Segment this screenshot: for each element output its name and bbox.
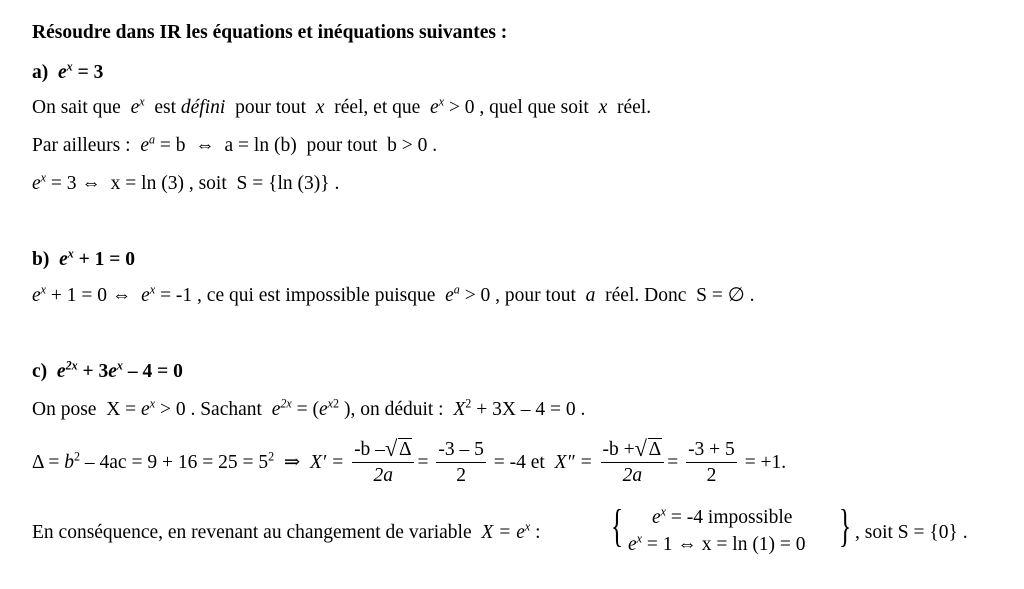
part-b-line1: $e^x + 1 = 0$ ⇔ $e^x = -1$ , ce qui est impossible puisque $e^a > 0$ , pour tout a réel. Donc S = ∅ . <box>32 282 755 306</box>
part-a-line1: On sait que $e^x$ est défini pour tout x réel, et que $e^x > 0$ , quel que soit x réel. <box>32 94 652 118</box>
part-c-title: c) $e^{2x} + 3e^x - 4 = 0$ <box>32 358 183 382</box>
right-brace: } <box>838 500 852 551</box>
left-brace: { <box>610 500 624 551</box>
part-a-title: a) $e^x = 3$ <box>32 59 104 83</box>
part-a-line2: Par ailleurs : $e^a = b$ ⇔ a = ln (b) pour tout b > 0 . <box>32 132 438 156</box>
system-line-2: $e^x = 1$ ⇔ x = ln (1) = 0 <box>628 531 806 555</box>
heading: Résoudre dans IR les équations et inéquations suivantes : <box>32 22 508 43</box>
fraction-x1-value: $\frac{-3 - 5}{2}$ <box>438 439 484 487</box>
part-c-line1: On pose $X = e^x > 0$ . Sachant $e^{2x} = (e^{x2}$ ), on déduit : $X^2 + 3X - 4 = 0$ . <box>32 396 586 420</box>
fraction-x1-formula: -b – √ Δ 2a <box>352 440 414 487</box>
system-line-1: $e^x = -4$ impossible <box>652 504 793 528</box>
fraction-x2-value: $\frac{-3 + 5}{2}$ <box>688 439 735 487</box>
fraction-x2-formula: -b + √ Δ 2a <box>601 440 665 487</box>
part-c-conclusion: En conséquence, en revenant au changement de variable $X = e^x$ : <box>32 519 541 543</box>
part-b-title: b) $e^x + 1 = 0$ <box>32 246 136 270</box>
part-c-solution: , soit S = {0} . <box>855 522 968 543</box>
part-a-line3: $e^x = 3$ ⇔ x = ln (3) , soit S = {ln (3)} . <box>32 170 340 194</box>
part-c-discriminant: $\Delta = b^2 - 4ac = 9 + 16 = 25 = 5^2$ ⇒ X′ = -b – √ Δ 2a = $\frac{-3 - 5}{2}$ = -4 et X″ = -b + √ Δ 2a = $\frac{-3 + 5}{2}$ = +1. <box>32 436 787 487</box>
